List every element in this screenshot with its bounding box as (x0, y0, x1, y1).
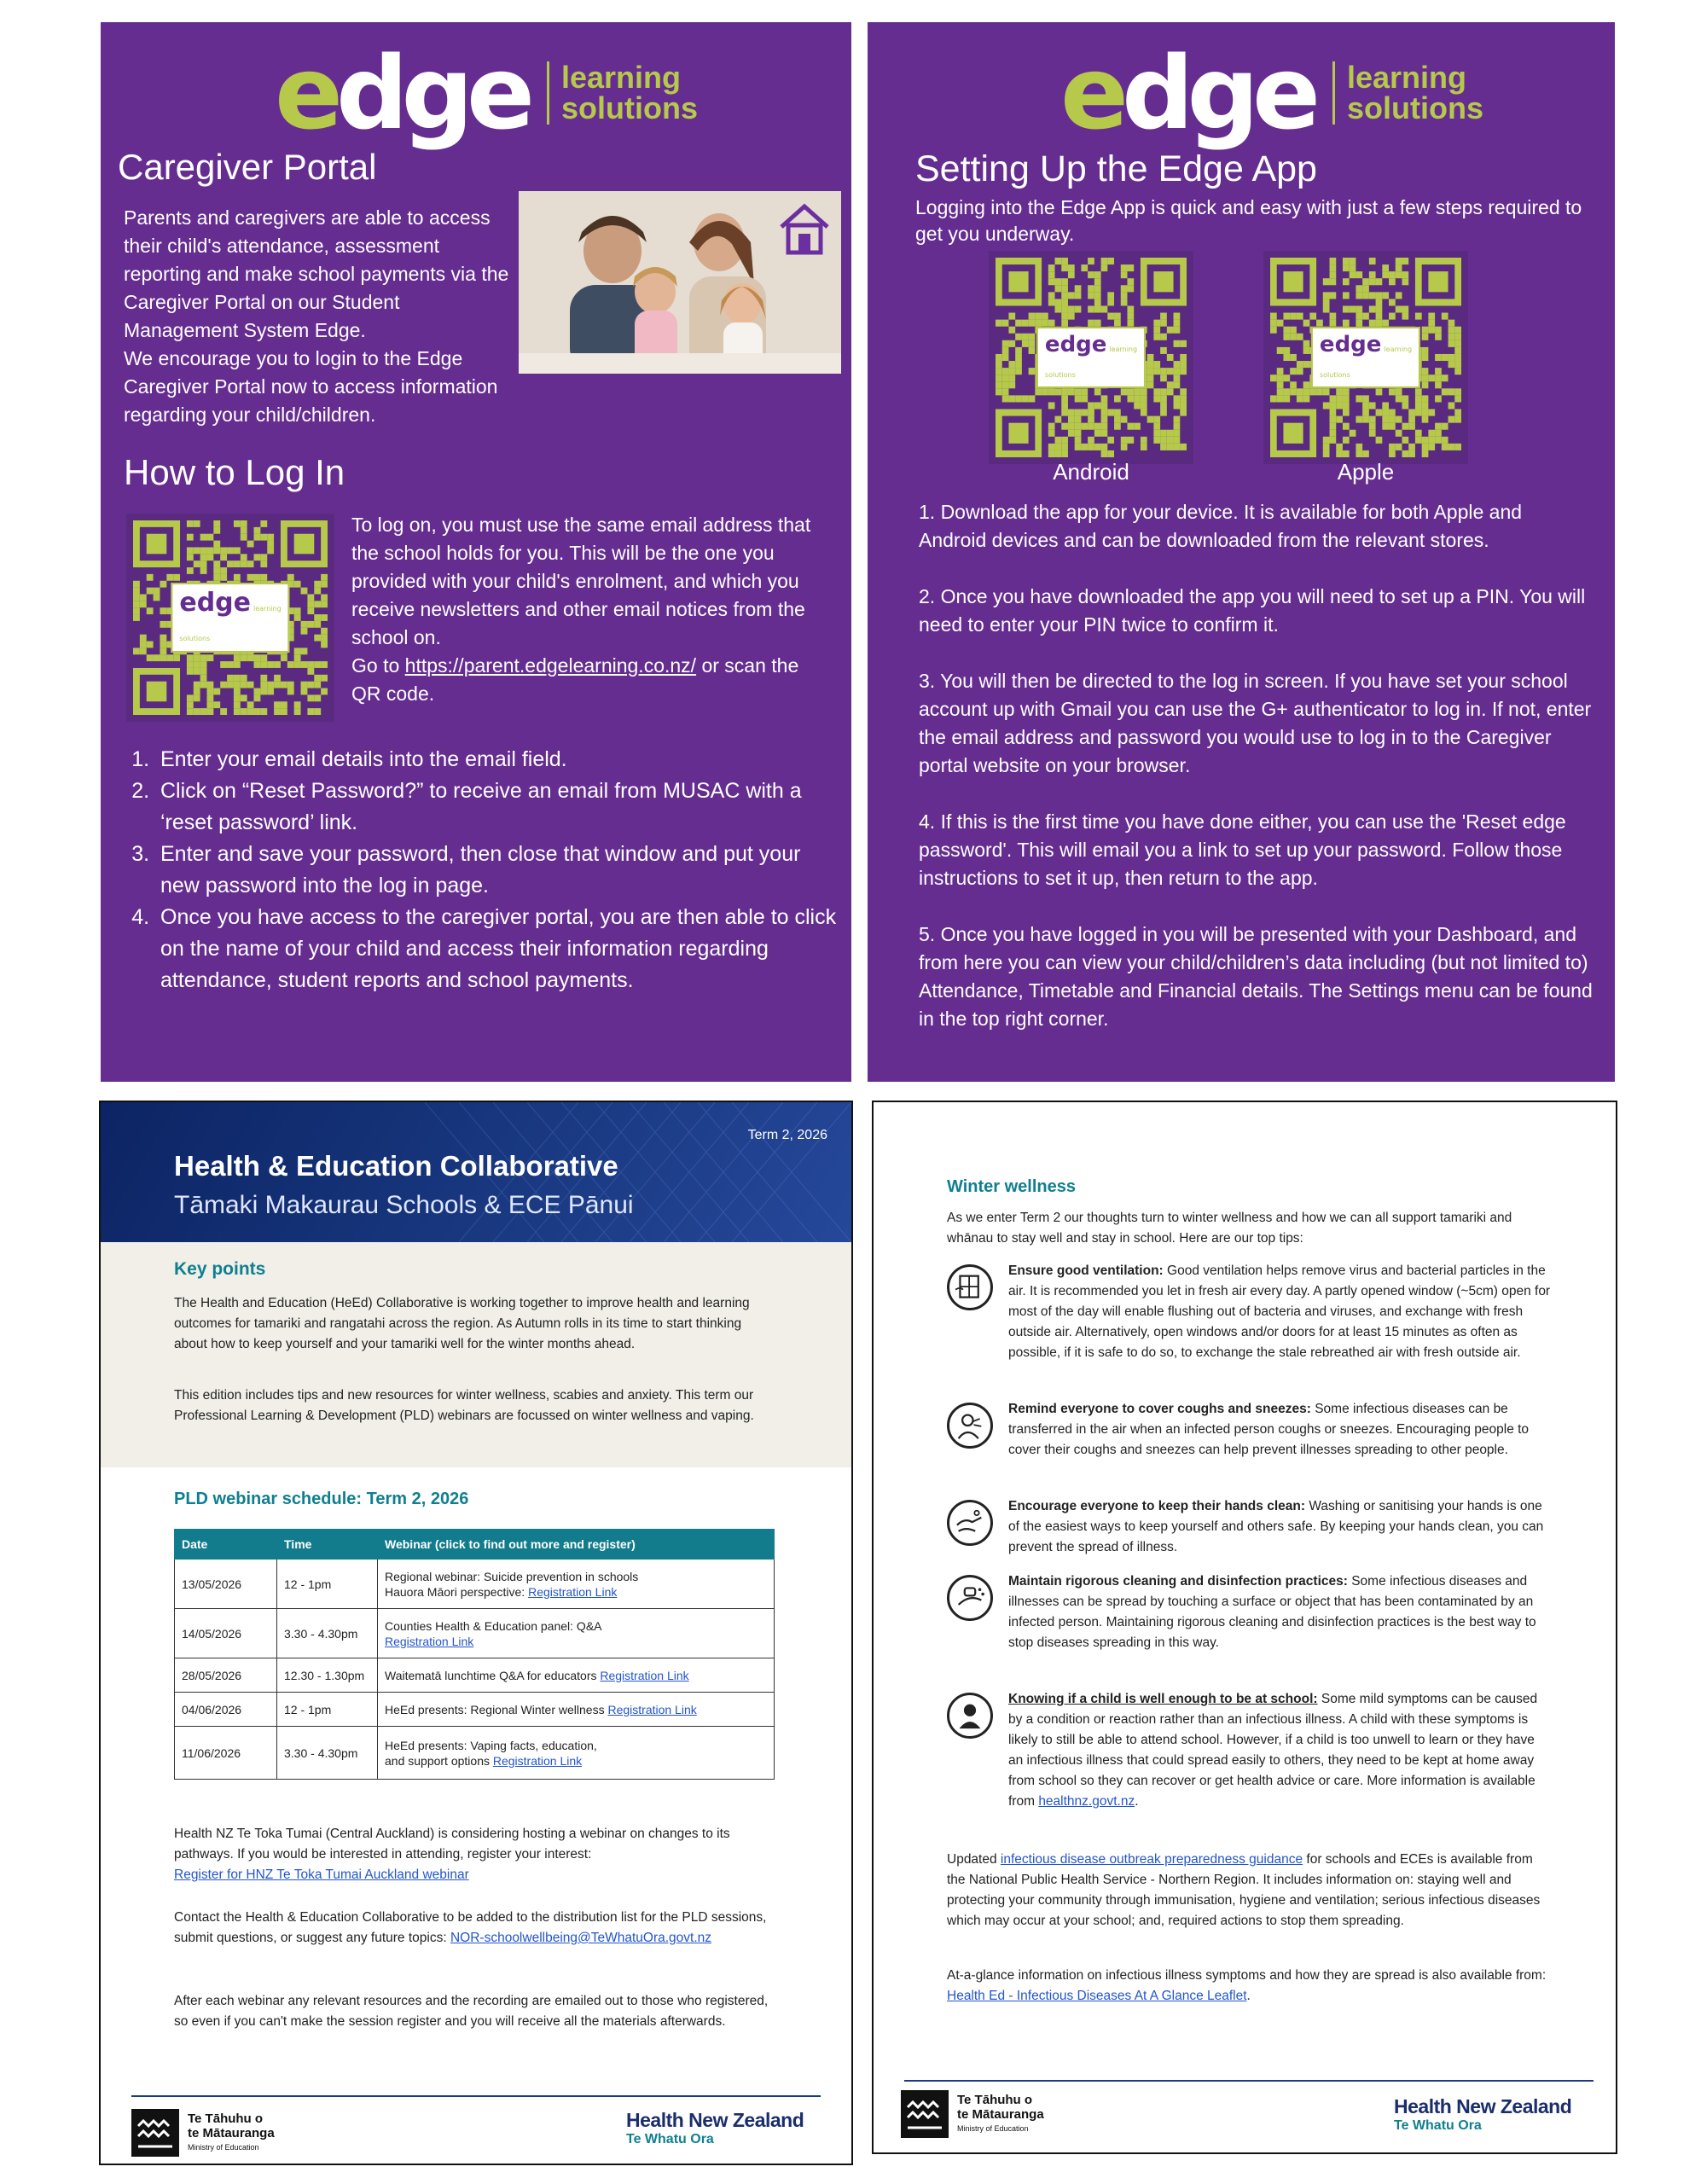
login-step: 2. Click on “Reset Password?” to receive an email from MUSAC with a ‘reset password’ link. (155, 775, 839, 839)
tip-coughs: Remind everyone to cover coughs and sneezes: Some infectious diseases can be transferred in the air when an infected person coughs or sneezes. Encouraging people to cover their coughs and sneezes can help prevent illnesses spreading to other people. (947, 1399, 1561, 1484)
auckland-webinar-text: Health NZ Te Toka Tumai (Central Auckland) is considering hosting a webinar on changes to its pathways. If you would be interested in attending, register your interest: Register for HNZ Te Toka Tumai Auckland webinar (174, 1827, 730, 1882)
tip-cleaning: Maintain rigorous cleaning and disinfection practices: Some infectious diseases and illnesses can be spread by touching a surface or object that has been contaminated by an infected person. Maintaining rigorous cleaning and disinfection practices is the best way to stop diseases spreading in this way. (947, 1571, 1561, 1674)
tip-unwell-child: Knowing if a child is well enough to be at school: Some mild symptoms can be caused by a condition or reaction rather than an infectious illness. A child with these symptoms is likely to still be able to attend school. However, if a child is too unwell to learn or they have an infectious illness that could spread easily to others, they need to be kept at home away from school so they can recover or get health advice or care. More information is available from healthnz.govt.nz. (947, 1689, 1561, 1831)
key-points-text-1: The Health and Education (HeEd) Collaborative is working together to improve health and learning outcomes for tamariki and rangatahi across the region. As Autumn rolls in its time to start thinking about how to keep yourself and your tamariki well for the winter months ahead. (174, 1296, 750, 1351)
updated-guidance-text: Updated infectious disease outbreak preparedness guidance for schools and ECEs is available from the National Public Health Service - Northern Region. It includes information on: staying well and protecting your community through immunisation, hygiene and ventilation; serious infectious diseases which may occur at your school; and, required actions to stop them spreading. (947, 1852, 1541, 1928)
caregiver-portal-page (101, 22, 851, 1082)
app-step: 1. Download the app for your device. It is available for both Apple and Android devices and can be downloaded from the relevant stores. (919, 501, 1523, 551)
table-row: 28/05/2026 12.30 - 1.30pm Waitematā lunchtime Q&A for educators Registration Link (175, 1658, 775, 1693)
glance-leaflet-link[interactable]: Health Ed - Infectious Diseases At A Glance Leaflet (947, 1989, 1247, 2003)
caregiver-portal-title: Caregiver Portal (118, 147, 377, 187)
android-label: Android (1053, 459, 1129, 485)
app-step: 5. Once you have logged in you will be presented with your Dashboard, and from here you can view your child/children’s data including (but not limited to) Attendance, Timetable and Financial details. The Settings menu can be found in the top right corner. (919, 923, 1593, 1030)
newsletter-header (101, 1102, 851, 1242)
heed-newsletter-page (99, 1101, 853, 2165)
registration-link[interactable]: Registration Link (607, 1702, 697, 1716)
login-step: 3. Enter and save your password, then close that window and put your new password into the log in page. (155, 839, 839, 902)
newsletter-subtitle: Tāmaki Makaurau Schools & ECE Pānui (174, 1191, 634, 1219)
registration-link[interactable]: Registration Link (600, 1668, 689, 1682)
caregiver-intro: Parents and caregivers are able to access their child's attendance, assessment reporting and make school payments via the Caregiver Portal on our Student Management System Edge. We encourage you to login to the Edge Caregiver Portal now to access information regarding your child/children. (124, 206, 509, 426)
contact-email-link[interactable]: NOR-schoolwellbeing@TeWhatuOra.govt.nz (450, 1931, 712, 1945)
guidance-link[interactable]: infectious disease outbreak preparedness guidance (1000, 1852, 1303, 1867)
tip-ventilation: Ensure good ventilation: Good ventilation helps remove virus and bacterial particles in the air. It is recommended you let in fresh air every day. A partly opened window (~5cm) open for most of the day will enable flushing out of bacteria and viruses, and exchange with fresh outside air. Alternatively, open windows and/or doors for at least 15 minutes as often as possible, if it is safe to do so, to exchange the stale rebreathed air with fresh outside air. (947, 1261, 1561, 1389)
pld-schedule-table (174, 1529, 775, 1780)
table-row: 14/05/2026 3.30 - 4.30pm Counties Health & Education panel: Q&A Registration Link (175, 1609, 775, 1658)
edge-logo-word: edge (275, 34, 528, 152)
footer-rule (131, 2095, 821, 2097)
moe-logo: Te Tāhuhu o te Mātauranga Ministry of Education (901, 2090, 1044, 2138)
login-steps (125, 744, 839, 996)
login-instructions: To log on, you must use the same email address that the school holds for you. This will be the one you provided with your child's enrolment, and which you receive newsletters and other email notices from the school on. Go to https://parent.edgelearning.co.nz/ or scan the QR code. (351, 514, 811, 705)
winter-intro: As we enter Term 2 our thoughts turn to winter wellness and how we can all support tamariki and whānau to stay well and stay in school. Here are our top tips: (947, 1211, 1512, 1246)
glance-text: At-a-glance information on infectious illness symptoms and how they are spread is also available from: Health Ed - Infectious Diseases At A Glance Leaflet. (947, 1968, 1547, 2003)
term-label: Term 2, 2026 (747, 1128, 827, 1142)
table-row: 13/05/2026 12 - 1pm Regional webinar: Suicide prevention in schools Hauora Māori perspective: Registration Link (175, 1560, 775, 1609)
edge-logo: edge learning solutions (1060, 34, 1483, 152)
edge-app-page (868, 22, 1615, 1082)
app-step: 3. You will then be directed to the log in screen. If you have set your school account up with Gmail you can use the G+ authenticator to log in. If not, enter the email address and password you would use to log in to the Caregiver portal website on your browser. (919, 670, 1592, 776)
moe-logo: Te Tāhuhu o te Mātauranga Ministry of Education (131, 2109, 275, 2157)
key-points-section (101, 1242, 851, 1467)
healthnz-link[interactable]: healthnz.govt.nz (1038, 1794, 1135, 1809)
app-step: 4. If this is the first time you have done either, you can use the 'Reset edge password'. This will email you a link to set up your password. Follow those instructions to set it up, then return to the app. (919, 810, 1566, 889)
edge-logo: edge learning solutions (275, 34, 698, 152)
winter-wellness-page (872, 1101, 1617, 2154)
child-icon (947, 1693, 993, 1739)
pld-title: PLD webinar schedule: Term 2, 2026 (174, 1490, 469, 1508)
portal-link[interactable]: https://parent.edgelearning.co.nz/ (404, 654, 697, 677)
cleaning-icon (947, 1575, 993, 1621)
app-step: 2. Once you have downloaded the app you will need to set up a PIN. You will need to enter your PIN twice to confirm it. (919, 585, 1586, 636)
tip-hands: Encourage everyone to keep their hands clean: Washing or sanitising your hands is one of the easiest ways to keep yourself and others safe. By keeping your hands clean, you can prevent the spread of illness. (947, 1496, 1561, 1561)
apple-qr-code[interactable]: edge learning solutions (1263, 251, 1468, 464)
table-row: 11/06/2026 3.30 - 4.30pm HeEd presents: Vaping facts, education, and support options Registration Link (175, 1727, 775, 1780)
handwash-icon (947, 1500, 993, 1546)
footer-rule (904, 2080, 1594, 2082)
contact-text: Contact the Health & Education Collaborative to be added to the distribution list for the PLD sessions, submit questions, or suggest any future topics: NOR-schoolwellbeing@TeWhatuOra.govt.nz (174, 1910, 767, 1945)
col-webinar: Webinar (click to find out more and register) (378, 1530, 775, 1560)
after-webinar-text: After each webinar any relevant resources and the recording are emailed out to those who registered, so even if you can't make the session register and you will receive all the materials afterwards. (174, 1994, 769, 2029)
col-time: Time (277, 1530, 378, 1560)
newsletter-title: Health & Education Collaborative (174, 1150, 618, 1182)
login-step: 4. Once you have access to the caregiver portal, you are then able to click on the name of your child and access their information regarding attendance, student reports and school payments. (155, 902, 839, 996)
android-qr-code[interactable]: edge learning solutions (989, 251, 1193, 464)
apple-label: Apple (1337, 459, 1395, 485)
registration-link[interactable]: Registration Link (492, 1753, 583, 1768)
edge-app-title: Setting Up the Edge App (915, 148, 1317, 189)
window-icon (947, 1264, 993, 1310)
house-icon (775, 198, 834, 258)
edge-app-intro: Logging into the Edge App is quick and easy with just a few steps required to get you underway. (915, 196, 1582, 245)
registration-link[interactable]: Registration Link (385, 1634, 474, 1648)
winter-title: Winter wellness (947, 1177, 1076, 1196)
hnz-logo: Health New Zealand Te Whatu Ora (626, 2109, 804, 2146)
key-points-text-2: This edition includes tips and new resources for winter wellness, scabies and anxiety. This term our Professional Learning & Development (PLD) webinars are focussed on winter wellness and vaping. (174, 1388, 754, 1423)
registration-link[interactable]: Registration Link (528, 1584, 618, 1599)
key-points-title: Key points (174, 1259, 266, 1279)
caregiver-qr-code[interactable]: edge learning solutions (126, 514, 334, 722)
login-step: 1. Enter your email details into the email field. (155, 744, 839, 775)
auckland-register-link[interactable]: Register for HNZ Te Toka Tumai Auckland webinar (174, 1867, 469, 1882)
table-row: 04/06/2026 12 - 1pm HeEd presents: Regional Winter wellness Registration Link (175, 1693, 775, 1727)
family-photo (519, 191, 841, 374)
hnz-logo: Health New Zealand Te Whatu Ora (1394, 2095, 1572, 2133)
col-date: Date (175, 1530, 277, 1560)
sneeze-icon (947, 1403, 993, 1449)
how-to-login-title: How to Log In (124, 452, 345, 492)
